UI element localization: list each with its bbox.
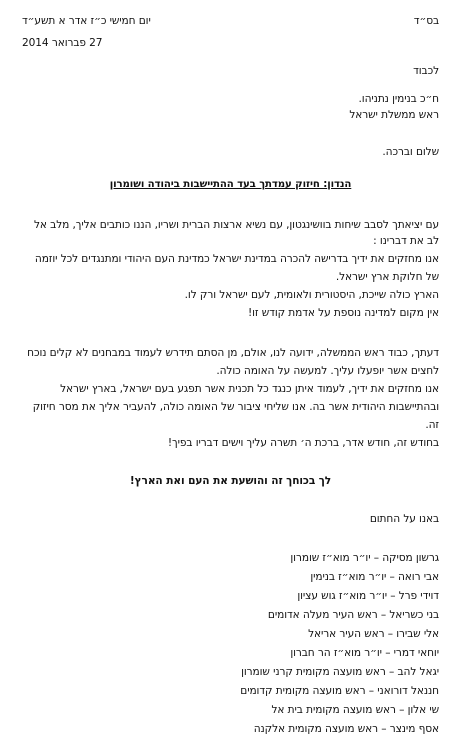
- hebrew-date: יום חמישי כ״ז אדר א תשע״ד: [22, 15, 151, 27]
- signatory: שי אלון – ראש מועצה מקומית בית אל: [271, 704, 439, 716]
- signatory: בני כשריאל – ראש העיר מעלה אדומים: [267, 609, 439, 621]
- signatory: יוחאי דמרי – יו״ר מוא״ז הר חברון: [290, 647, 439, 659]
- sign-intro: באנו על החתום: [369, 513, 439, 525]
- besiyata-dishmaya: בס״ד: [413, 15, 439, 27]
- body-line: לחצים אשר יופעלו עליך. למעשה על האומה כולה.: [216, 365, 439, 377]
- body-line: אנו מחזקים את ידיך, לעמוד איתן כנגד כל תכנית אשר תפגע בעם ישראל, בארץ ישראל: [60, 383, 439, 395]
- body-line: עם יציאתך לסבב שיחות בוושינגטון, עם נשיא ארצות הברית ושריו, הננו כותבים אליך, מלב אל: [34, 219, 439, 231]
- signatory: דוידי פרל – יו״ר מוא״ז גוש עציון: [297, 590, 439, 602]
- greeting: שלום וברכה.: [382, 146, 439, 158]
- body-line: אין מקום למדינה נוספת על אדמת קודש זו!: [247, 307, 439, 319]
- body-line: ובהתיישבות היהודית אשר בה. אנו שליחי ציבור של האומה כולה, להעביר אליך את מסר חיזוק: [32, 401, 439, 413]
- body-line: לב את דברינו :: [373, 235, 439, 247]
- body-line: של חלוקת ארץ ישראל.: [335, 271, 439, 283]
- body-line: זה.: [425, 419, 439, 431]
- subject-label: הנדון: [327, 179, 352, 190]
- recipient-title: ראש ממשלת ישראל: [349, 109, 439, 121]
- signatory: יגאל להב – ראש מועצה מקומית קרני שומרון: [241, 666, 439, 678]
- body-line: בחודש זה, חודש אדר, ברכת ה׳ תשרה עליך וישים דבריו בפיך!: [167, 437, 439, 449]
- gregorian-date: 27 פברואר 2014: [22, 37, 103, 49]
- closing-slogan: לך בכוחך זה והושעת את העם ואת הארץ!: [129, 475, 332, 487]
- to-label: לכבוד: [413, 65, 439, 77]
- signatory: חננאל דורואני – ראש מועצה מקומית קדומים: [240, 685, 439, 697]
- body-line: אנו מחזקים את ידיך בדרישה להכרה במדינת ישראל כמדינת העם היהודי ומתנגדים לכל יוזמה: [34, 253, 439, 265]
- body-line: הארץ כולה שייכת, היסטורית ולאומית, לעם ישראל ורק לו.: [184, 289, 439, 301]
- recipient-name: ח״כ בנימין נתניהו.: [358, 93, 439, 105]
- body-line: דעתך, כבוד ראש הממשלה, ידועה לנו, אולם, מן הסתם תידרש לעמוד במבחנים לא קלים נוכח: [27, 347, 439, 359]
- signatory: אלי שבירו – ראש העיר אריאל: [308, 628, 439, 640]
- signatory: גרשון מסיקה – יו״ר מוא״ז שומרון: [290, 552, 439, 564]
- subject-line: [0, 177, 461, 192]
- subject-text: : חיזוק עמדתך בעד ההתיישבות ביהודה ושומרון: [109, 179, 328, 190]
- signatory: אבי רואה – יו״ר מוא״ז בנימין: [310, 571, 439, 583]
- signatory: אסף מינצר – ראש מועצה מקומית אלקנה: [253, 723, 439, 735]
